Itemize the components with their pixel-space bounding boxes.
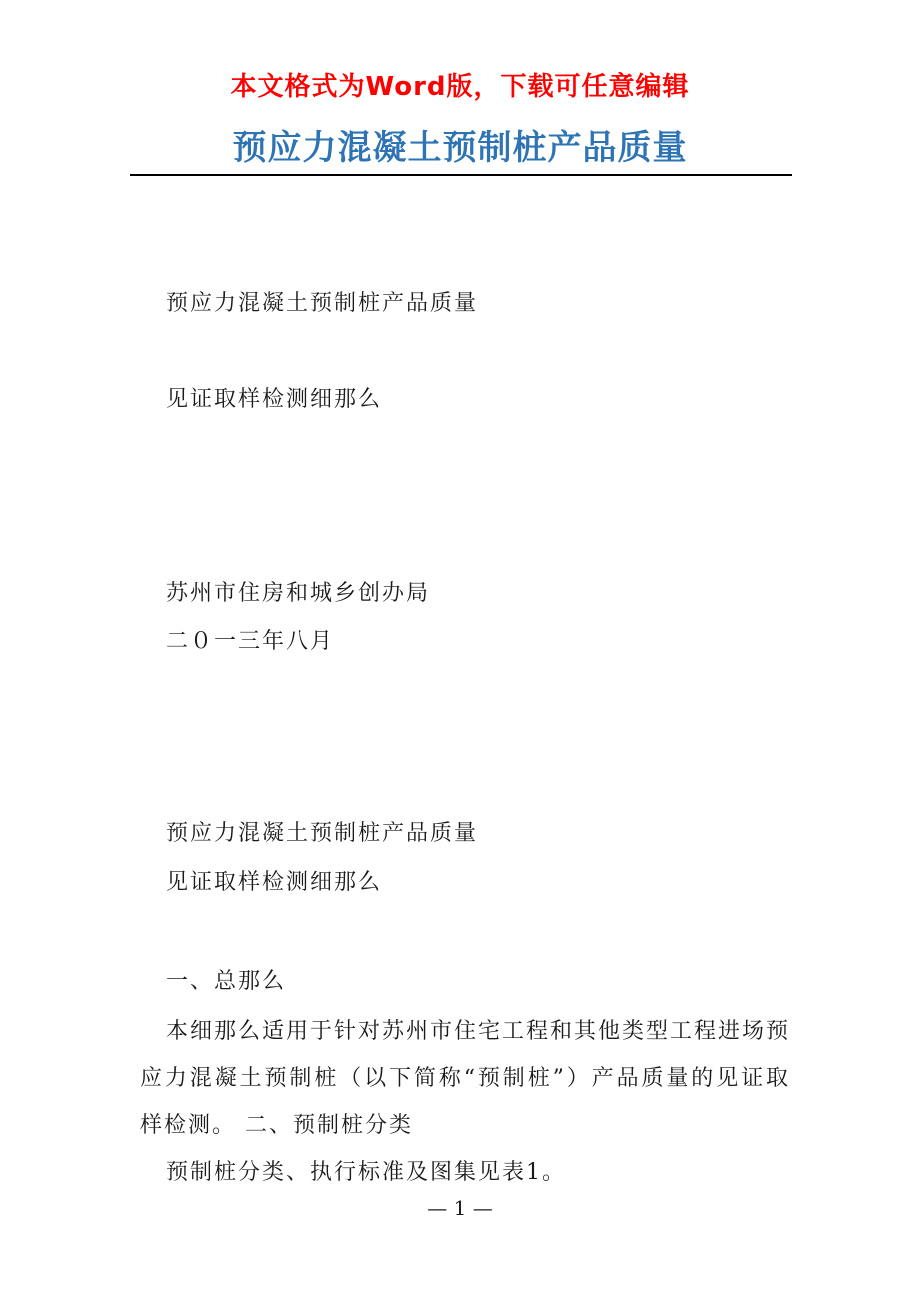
section2-paragraph: 预制桩分类、执行标准及图集见表1。: [166, 1160, 566, 1185]
section1-paragraph: 本细那么适用于针对苏州市住宅工程和其他类型工程进场预应力混凝土预制桩（以下简称“预制桩”）产品质量的见证取样检测。 二、预制桩分类: [140, 1019, 791, 1138]
word-format-banner: 本文格式为Word版，下载可任意编辑: [230, 72, 690, 102]
cover-title-line1: 预应力混凝土预制桩产品质量: [166, 291, 479, 316]
cover-title-line2: 见证取样检测细那么: [166, 387, 383, 412]
header-divider: [130, 174, 792, 176]
body-title-line2: 见证取样检测细那么: [166, 870, 383, 895]
body-title-line1: 预应力混凝土预制桩产品质量: [166, 821, 479, 846]
document-title: 预应力混凝土预制桩产品质量: [232, 128, 688, 168]
issuer: 苏州市住房和城乡创办局: [166, 581, 431, 606]
page-number: — 1 —: [427, 1196, 493, 1220]
issue-date: 二０一三年八月: [166, 629, 335, 654]
section1-heading: 一、总那么: [166, 969, 287, 994]
